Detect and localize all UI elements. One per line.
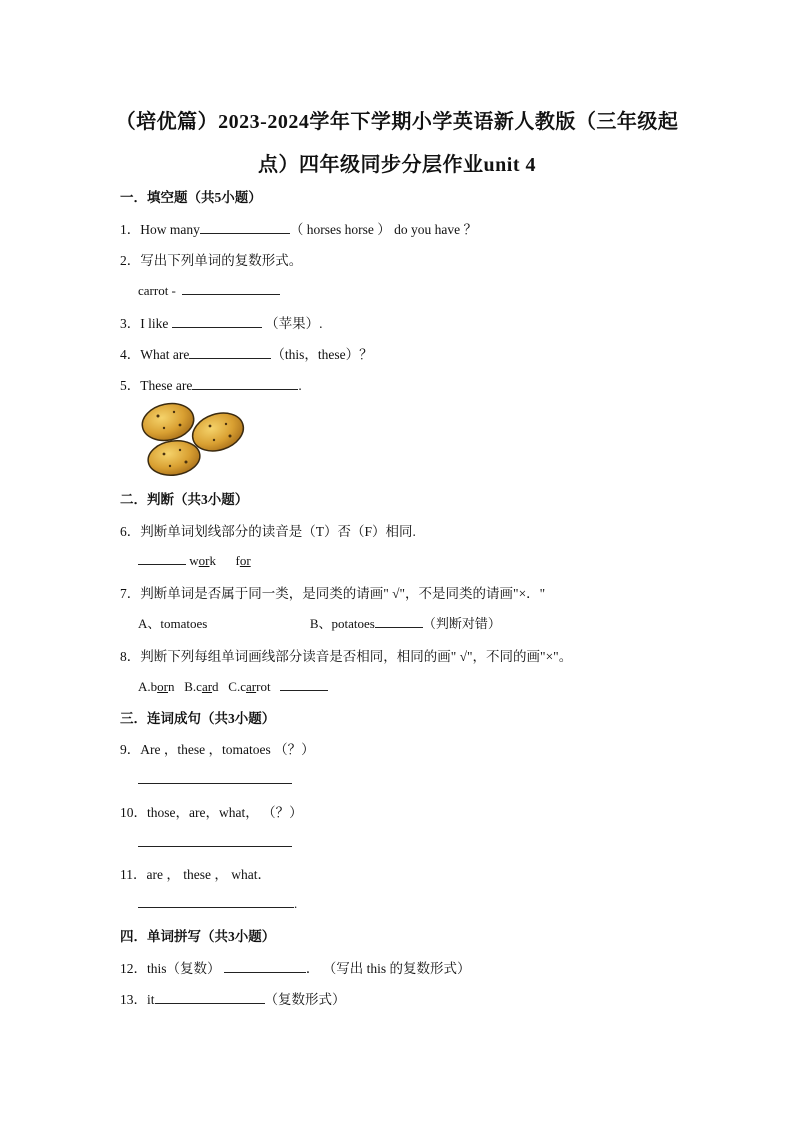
question-3 — [120, 312, 323, 332]
question-11-answer-line — [138, 894, 297, 912]
question-12-text-b: ． （写出 this 的复数形式） — [305, 961, 471, 976]
question-7: 7．判断单词是否属于同一类，是同类的请画" √"，不是同类的请画"×．" — [120, 586, 546, 601]
question-10: 10．those，are，what， （？） — [120, 805, 303, 820]
page-title-line-1: （培优篇）2023-2024学年下学期小学英语新人教版（三年级起 — [115, 111, 679, 133]
question-8-sub — [138, 677, 328, 695]
question-7-sub — [138, 613, 501, 632]
question-2-sub — [138, 281, 280, 299]
option-a: A、tomatoes — [138, 616, 208, 631]
word-carrot: C.carrot — [228, 679, 271, 694]
section-heading-fill-blank: 一．填空题（共5小题） — [120, 190, 262, 205]
question-11: 11．are ， these ， what． — [120, 867, 271, 882]
answer-blank[interactable] — [138, 551, 186, 565]
potatoes-image — [140, 400, 250, 480]
question-4 — [120, 343, 373, 363]
question-2: 2．写出下列单词的复数形式。 — [120, 253, 303, 268]
page-title-line-2: 点）四年级同步分层作业unit 4 — [258, 154, 536, 176]
question-5-text-a: 5．These are — [120, 378, 193, 393]
question-13 — [120, 988, 346, 1008]
answer-blank[interactable] — [224, 959, 306, 973]
answer-blank[interactable] — [200, 220, 290, 234]
answer-blank[interactable] — [375, 614, 423, 628]
question-3-text-b: （苹果）. — [261, 316, 323, 331]
question-5 — [120, 374, 302, 394]
potato-icon — [146, 438, 202, 479]
word-work: work — [189, 553, 216, 568]
question-12 — [120, 957, 471, 977]
question-10-answer-line — [138, 833, 292, 851]
question-2-word: carrot - — [138, 283, 176, 298]
question-5-text-b: . — [298, 378, 302, 393]
question-6: 6．判断单词划线部分的读音是（T）否（F）相同. — [120, 524, 416, 539]
question-1 — [120, 218, 477, 238]
answer-blank[interactable] — [280, 677, 328, 691]
question-4-text-a: 4．What are — [120, 347, 190, 362]
question-12-text-a: 12．this（复数） — [120, 961, 221, 976]
question-3-text-a: 3．I like — [120, 316, 169, 331]
question-13-text-a: 13．it — [120, 992, 155, 1007]
question-4-text-b: （this，these）？ — [271, 347, 373, 362]
answer-blank[interactable] — [138, 894, 294, 908]
answer-blank[interactable] — [155, 990, 265, 1004]
question-8: 8．判断下列每组单词画线部分读音是否相同，相同的画" √"，不同的画"×"。 — [120, 649, 573, 664]
question-6-sub — [138, 551, 251, 569]
potato-icon — [140, 400, 197, 445]
word-born: A.born — [138, 679, 175, 694]
question-9: 9．Are ，these ，tomatoes （？） — [120, 742, 315, 757]
question-1-text-a: 1．How many — [120, 222, 200, 237]
question-7-hint: （判断对错） — [422, 616, 501, 631]
section-heading-spelling: 四．单词拼写（共3小题） — [120, 929, 276, 944]
word-for: for — [235, 553, 251, 568]
option-b: B、potatoes — [309, 616, 375, 631]
answer-blank[interactable] — [182, 281, 280, 295]
question-9-answer-line — [138, 770, 292, 788]
answer-blank[interactable] — [138, 770, 292, 784]
question-1-text-b: （ horses horse ） do you have ？ — [289, 222, 477, 237]
section-heading-sentence: 三．连词成句（共3小题） — [120, 711, 276, 726]
section-heading-judge: 二．判断（共3小题） — [120, 492, 249, 507]
answer-blank[interactable] — [189, 345, 271, 359]
word-card: B.card — [184, 679, 219, 694]
answer-blank[interactable] — [192, 376, 298, 390]
answer-blank[interactable] — [172, 314, 262, 328]
question-13-text-b: （复数形式） — [264, 992, 346, 1007]
question-11-end: . — [294, 896, 298, 911]
answer-blank[interactable] — [138, 833, 292, 847]
